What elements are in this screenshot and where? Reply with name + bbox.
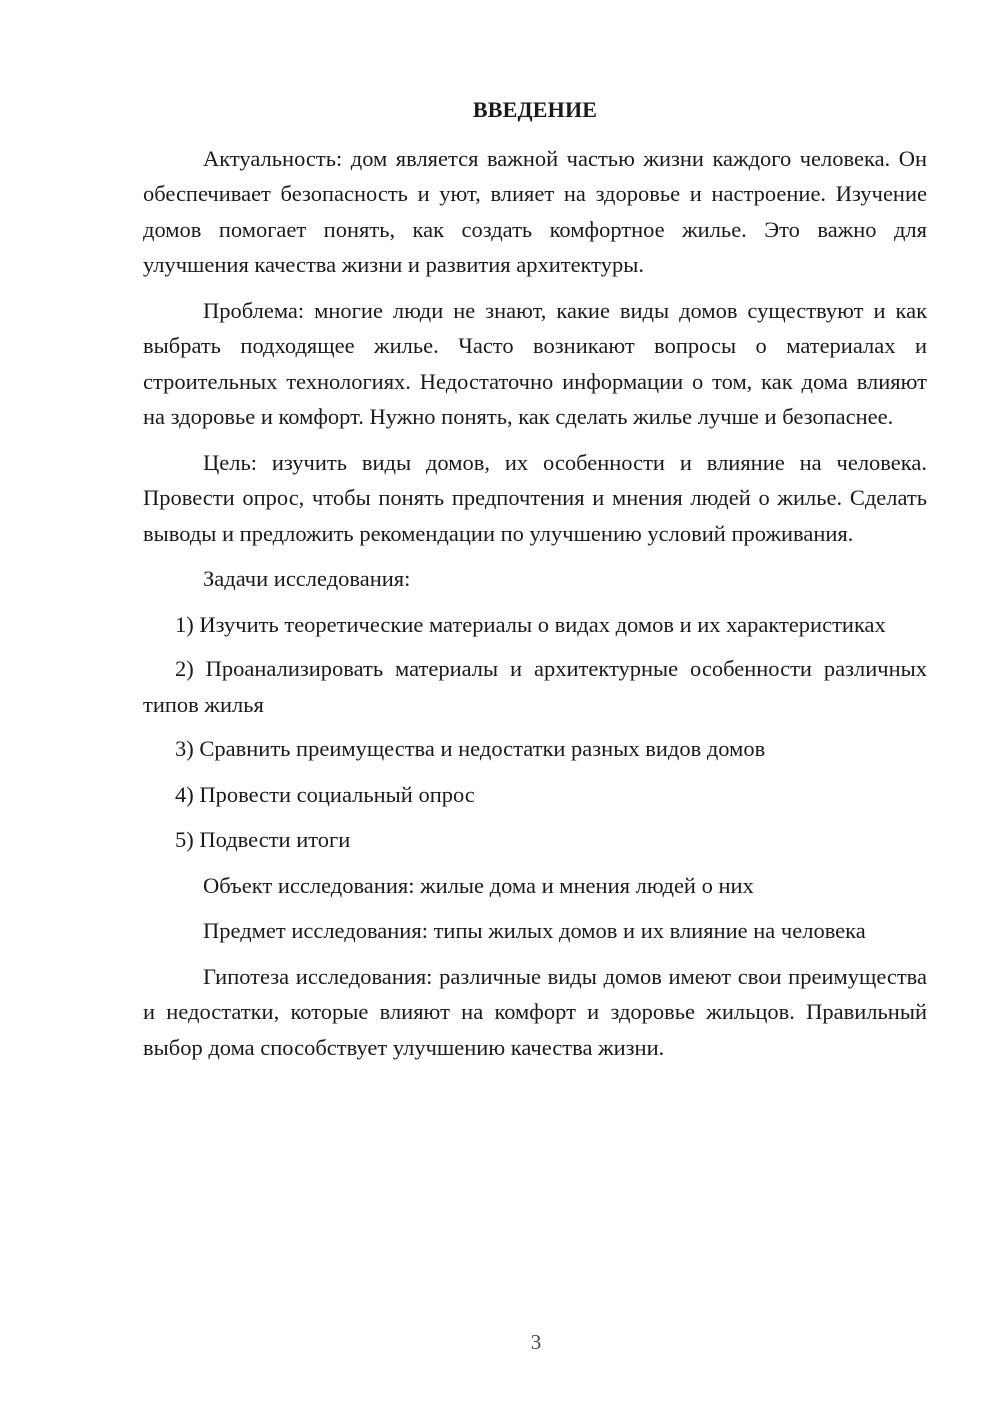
task-item-4: 4) Провести социальный опрос xyxy=(175,781,475,807)
subject-paragraph: Предмет исследования: типы жилых домов и их влияние на человека xyxy=(203,918,866,943)
task-item-1: 1) Изучить теоретические материалы о видах домов и их характеристиках xyxy=(175,611,886,637)
hypothesis-paragraph: Гипотеза исследования: различные виды домов имеют свои преимущества и недостатки, которые влияют на комфорт и здоровье жильцов. Правильный выбор дома способствует улучшению качества жизни. xyxy=(143,963,927,1060)
page-number: 3 xyxy=(530,1330,542,1354)
task-item-2: 2) Проанализировать материалы и архитектурные особенности различных типов жилья xyxy=(143,656,927,717)
section-heading: ВВЕДЕНИЕ xyxy=(472,97,598,122)
page-content xyxy=(143,92,927,1075)
goal-paragraph: Цель: изучить виды домов, их особенности и влияние на человека. Провести опрос, чтобы понять предпочтения и мнения людей о жилье. Сделать выводы и предложить рекомендации по улучшению условий проживания. xyxy=(143,449,927,546)
problem-paragraph: Проблема: многие люди не знают, какие виды домов существуют и как выбрать подходящее жилье. Часто возникают вопросы о материалах и строительных технологиях. Недостаточно информации о том, как дома влияют на здоровье и комфорт. Нужно понять, как сделать жилье лучше и безопаснее. xyxy=(143,297,927,429)
tasks-title: Задачи исследования: xyxy=(203,566,411,591)
relevance-paragraph: Актуальность: дом является важной частью жизни каждого человека. Он обеспечивает безопасность и уют, влияет на здоровье и настроение. Изучение домов помогает понять, как создать комфортное жилье. Это важно для улучшения качества жизни и развития архитектуры. xyxy=(143,145,927,277)
task-item-5: 5) Подвести итоги xyxy=(175,827,351,852)
task-item-3: 3) Сравнить преимущества и недостатки разных видов домов xyxy=(175,736,766,761)
object-line: Объект исследования: жилые дома и мнения людей о них xyxy=(203,872,754,898)
